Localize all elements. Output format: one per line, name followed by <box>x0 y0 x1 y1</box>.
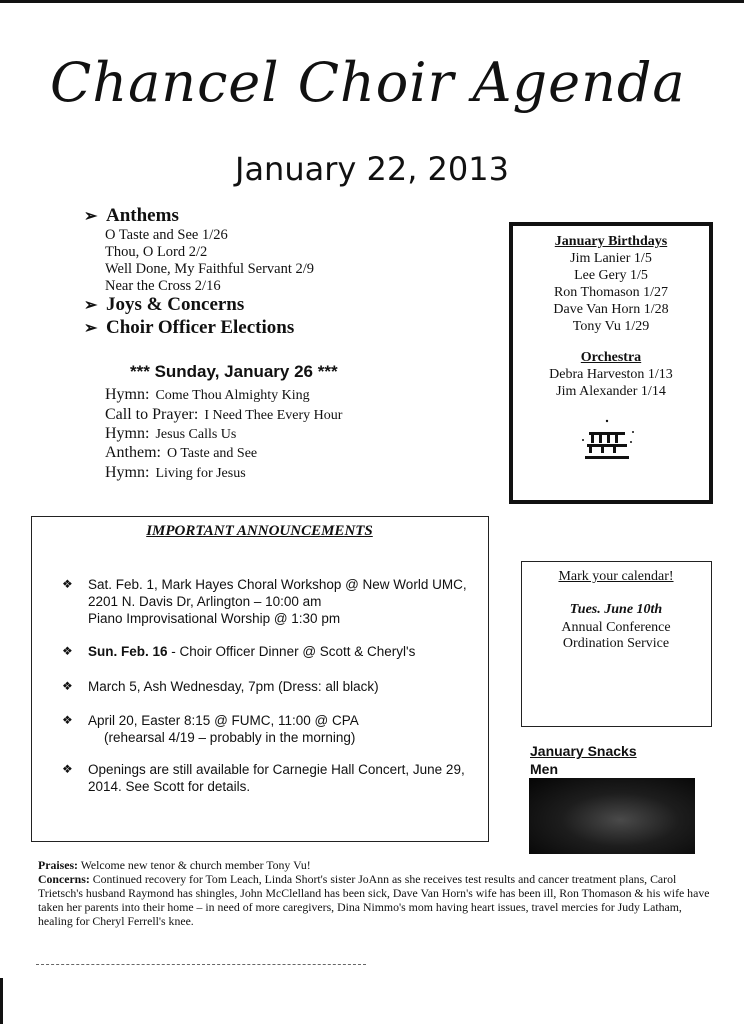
announcement-lead: Sun. Feb. 16 <box>88 644 168 659</box>
concerns-text: Continued recovery for Tom Leach, Linda Short's sister JoAnn as she receives test results and cancer treatment plans, Carol Trietsch's husband Raymond has shingles, John McClelland has been sick, Dave Van Horn's wife has been ill, Ron Thomason & his wife have taken her parents into their home – in need of more caregivers, Dina Nimmo's mom having heart issues, travel mercies for Judy Latham, healing for Cheryl Ferrell's knee. <box>38 872 710 928</box>
calendar-line: Annual Conference <box>561 620 671 635</box>
service-item <box>105 406 342 424</box>
announcement-text: March 5, Ash Wednesday, 7pm (Dress: all black) <box>88 679 379 694</box>
birthdays-box <box>509 222 713 504</box>
snacks-heading: January Snacks <box>530 743 637 759</box>
diamond-bullet-icon: ❖ <box>62 762 73 776</box>
service-value: Living for Jesus <box>155 466 246 481</box>
diamond-bullet-icon: ❖ <box>62 644 73 658</box>
announcement-text: April 20, Easter 8:15 @ FUMC, 11:00 @ CPA <box>88 713 359 728</box>
elections-label: Choir Officer Elections <box>106 317 295 338</box>
announcement-extra: (rehearsal 4/19 – probably in the morning) <box>104 730 356 745</box>
service-label: Anthem: <box>105 444 161 461</box>
anthems-heading <box>84 205 179 227</box>
top-border <box>0 0 744 3</box>
announcement-item <box>62 576 482 627</box>
scan-artifact-line <box>36 964 366 967</box>
service-value: Jesus Calls Us <box>155 427 237 442</box>
service-item <box>105 464 246 482</box>
birthday-cake-icon <box>579 418 639 466</box>
service-value: I Need Thee Every Hour <box>204 408 343 423</box>
agenda-date: January 22, 2013 <box>235 150 509 188</box>
service-label: Hymn: <box>105 386 150 403</box>
concerns-label: Concerns: <box>38 872 90 886</box>
announcement-text: Openings are still available for Carnegie Hall Concert, June 29, 2014. See Scott for details. <box>88 762 465 794</box>
birthday-entry: Tony Vu 1/29 <box>572 319 650 334</box>
orchestra-entry: Debra Harveston 1/13 <box>549 367 673 382</box>
arrow-bullet-icon: ➢ <box>84 208 98 225</box>
birthdays-heading: January Birthdays <box>554 234 668 249</box>
announcement-item <box>62 712 482 746</box>
orchestra-heading: Orchestra <box>580 350 642 365</box>
diamond-bullet-icon: ❖ <box>62 679 73 693</box>
praises-text: Welcome new tenor & church member Tony Vu! <box>77 858 311 872</box>
announcement-item <box>62 643 482 660</box>
joys-concerns-label: Joys & Concerns <box>106 294 245 315</box>
calendar-box <box>521 561 712 727</box>
anthems-heading-label: Anthems <box>106 205 179 226</box>
orchestra-entry: Jim Alexander 1/14 <box>556 384 666 399</box>
announcement-text: - Choir Officer Dinner @ Scott & Cheryl's <box>167 644 416 659</box>
service-item <box>105 425 236 443</box>
service-item <box>105 444 257 462</box>
announcement-item <box>62 678 482 695</box>
diamond-bullet-icon: ❖ <box>62 713 73 727</box>
announcements-heading: IMPORTANT ANNOUNCEMENTS <box>146 523 373 539</box>
calendar-date: Tues. June 10th <box>569 602 663 617</box>
service-item <box>105 386 310 404</box>
announcement-text: Sat. Feb. 1, Mark Hayes Choral Workshop @ New World UMC, 2201 N. Davis Dr, Arlington – 10:00 am <box>88 577 467 609</box>
praises-label: Praises: <box>38 858 78 872</box>
arrow-bullet-icon: ➢ <box>84 297 98 314</box>
service-value: Come Thou Almighty King <box>155 388 310 403</box>
birthday-entry: Jim Lanier 1/5 <box>570 251 652 266</box>
snacks-group: Men <box>530 761 558 777</box>
birthday-entry: Dave Van Horn 1/28 <box>553 302 669 317</box>
praises-concerns-block <box>38 858 718 928</box>
announcement-extra: Piano Improvisational Worship @ 1:30 pm <box>88 611 341 626</box>
announcements-box <box>31 516 489 842</box>
calendar-line: Ordination Service <box>562 636 670 651</box>
service-label: Call to Prayer: <box>105 406 199 423</box>
service-label: Hymn: <box>105 425 150 442</box>
service-label: Hymn: <box>105 464 150 481</box>
anthem-item: O Taste and See 1/26 <box>105 227 228 243</box>
birthday-entry: Ron Thomason 1/27 <box>553 285 669 300</box>
diamond-bullet-icon: ❖ <box>62 577 73 591</box>
scan-edge-mark <box>0 978 3 1024</box>
snacks-photo <box>529 778 695 854</box>
arrow-bullet-icon: ➢ <box>84 320 98 337</box>
announcement-item <box>62 761 482 795</box>
calendar-heading: Mark your calendar! <box>558 569 674 584</box>
birthday-entry: Lee Gery 1/5 <box>574 268 648 283</box>
page-title: Chancel Choir Agenda <box>50 51 686 114</box>
anthem-item: Well Done, My Faithful Servant 2/9 <box>105 261 315 277</box>
service-value: O Taste and See <box>167 446 258 461</box>
joys-concerns-heading <box>84 294 244 316</box>
anthem-item: Near the Cross 2/16 <box>105 278 221 294</box>
elections-heading <box>84 317 294 339</box>
anthem-item: Thou, O Lord 2/2 <box>105 244 208 260</box>
sunday-heading: *** Sunday, January 26 *** <box>130 362 338 381</box>
